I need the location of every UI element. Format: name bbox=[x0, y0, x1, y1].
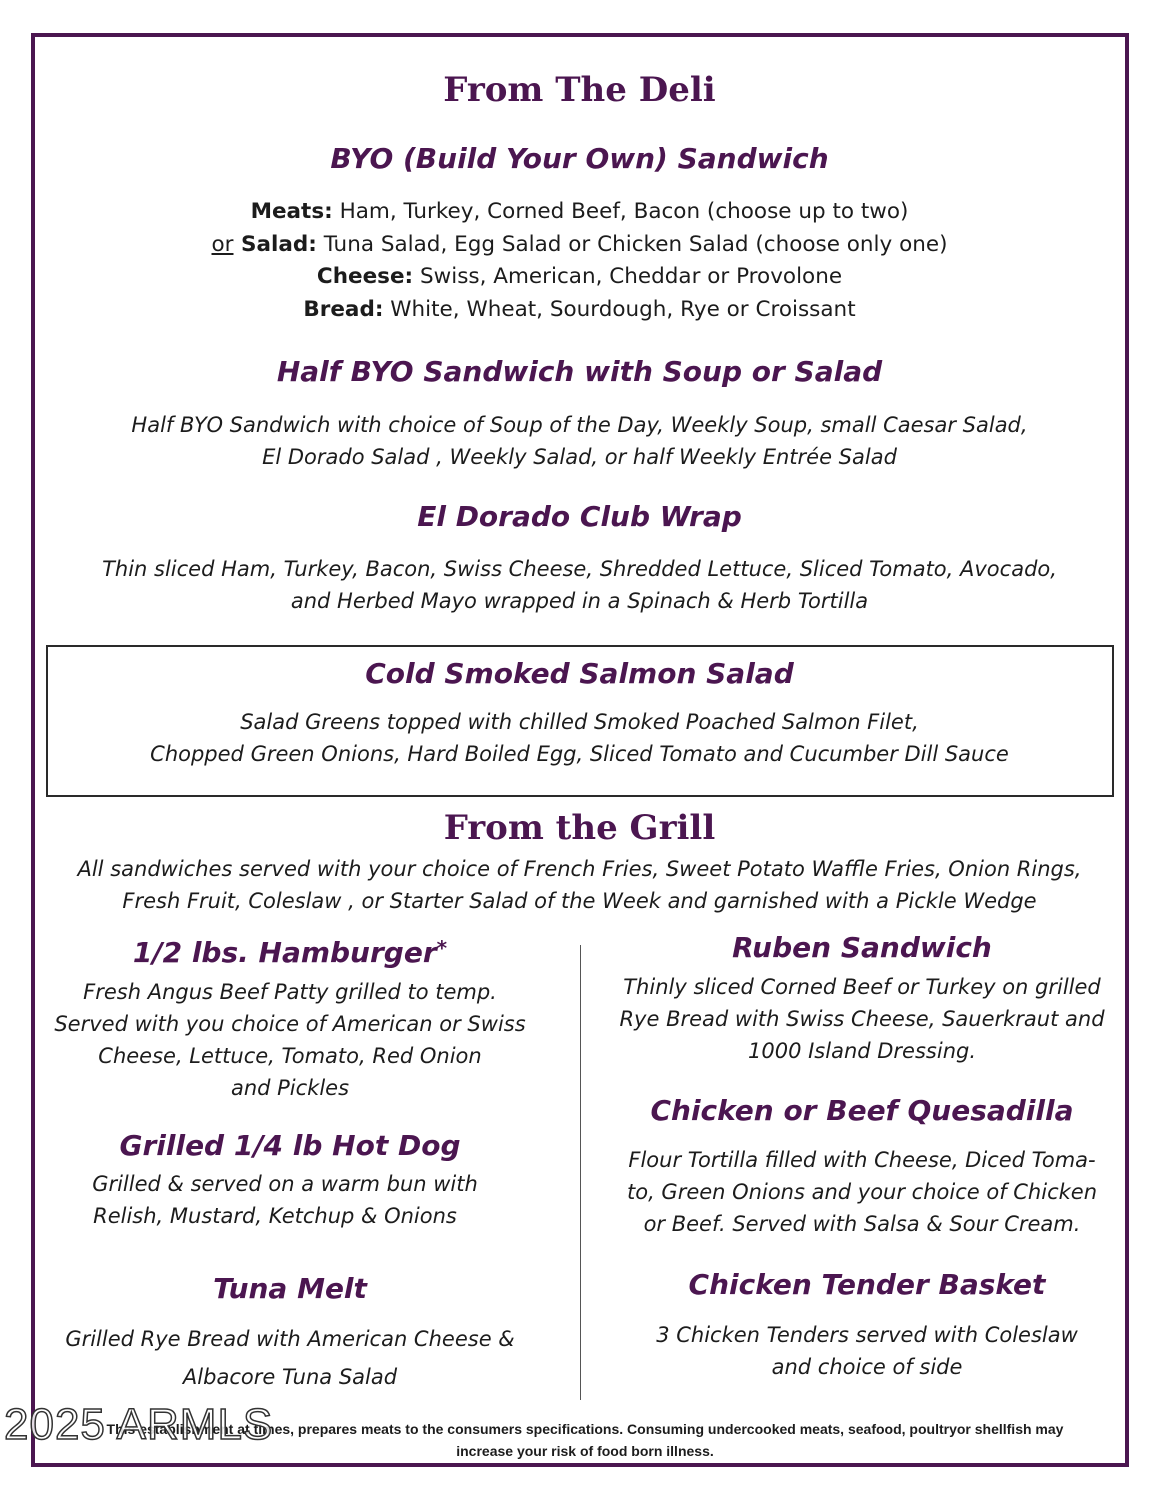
hamburger-line: and Pickles bbox=[230, 1076, 350, 1100]
hot-dog-line: Relish, Mustard, Ketchup & Onions bbox=[93, 1204, 457, 1228]
club-wrap-line: and Herbed Mayo wrapped in a Spinach & Herb Tortilla bbox=[290, 589, 869, 613]
disclaimer-line: increase your risk of food born illness. bbox=[456, 1443, 714, 1459]
tenders-description bbox=[607, 1319, 1127, 1383]
hamburger-title bbox=[40, 936, 540, 969]
bread-label: Bread: bbox=[303, 296, 384, 322]
hamburger-asterisk: * bbox=[436, 936, 448, 960]
hot-dog-line: Grilled & served on a warm bun with bbox=[92, 1172, 478, 1196]
grill-section-title: From the Grill bbox=[443, 808, 716, 848]
deli-section-title: From The Deli bbox=[443, 70, 716, 110]
ruben-line: Rye Bread with Swiss Cheese, Sauerkraut and bbox=[619, 1007, 1105, 1031]
tenders-title: Chicken Tender Basket bbox=[688, 1268, 1046, 1301]
salmon-title: Cold Smoked Salmon Salad bbox=[365, 657, 794, 690]
cheese-text: Swiss, American, Cheddar or Provolone bbox=[413, 264, 843, 289]
meats-text: Ham, Turkey, Corned Beef, Bacon (choose up to two) bbox=[332, 199, 909, 224]
ruben-line: Thinly sliced Corned Beef or Turkey on grilled bbox=[623, 975, 1101, 999]
bread-text: White, Wheat, Sourdough, Rye or Croissant bbox=[383, 296, 856, 322]
byo-meats-line bbox=[0, 196, 1159, 229]
ruben-title: Ruben Sandwich bbox=[732, 931, 992, 964]
club-wrap-line: Thin sliced Ham, Turkey, Bacon, Swiss Cheese, Shredded Lettuce, Sliced Tomato, Avocado, bbox=[102, 557, 1057, 581]
quesadilla-description bbox=[602, 1144, 1122, 1240]
byo-cheese-line bbox=[0, 261, 1159, 294]
salmon-description bbox=[0, 706, 1159, 770]
half-byo-title: Half BYO Sandwich with Soup or Salad bbox=[276, 355, 883, 388]
half-byo-line: Half BYO Sandwich with choice of Soup of the Day, Weekly Soup, small Caesar Salad, bbox=[131, 413, 1028, 437]
byo-title: BYO (Build Your Own) Sandwich bbox=[330, 142, 829, 175]
tuna-melt-line: Albacore Tuna Salad bbox=[182, 1365, 398, 1389]
hamburger-line: Cheese, Lettuce, Tomato, Red Onion bbox=[98, 1044, 482, 1068]
hamburger-title-text: 1/2 lbs. Hamburger bbox=[132, 936, 437, 969]
byo-description bbox=[0, 196, 1159, 326]
column-divider bbox=[580, 945, 581, 1400]
byo-bread-line bbox=[0, 294, 1159, 327]
hot-dog-description bbox=[20, 1168, 550, 1232]
quesadilla-line: to, Green Onions and your choice of Chicken bbox=[626, 1180, 1098, 1204]
grill-intro-line: Fresh Fruit, Coleslaw , or Starter Salad of the Week and garnished with a Pickle Wedge bbox=[122, 889, 1037, 913]
quesadilla-line: or Beef. Served with Salsa & Sour Cream. bbox=[643, 1212, 1081, 1236]
disclaimer-line: This establishment at times, prepares meats to the consumers specifications. Consuming undercooked meats, seafood, poultryor shellfish may bbox=[106, 1421, 1064, 1437]
byo-salad-line bbox=[0, 229, 1159, 262]
or-word: or bbox=[211, 231, 234, 257]
quesadilla-title: Chicken or Beef Quesadilla bbox=[650, 1094, 1074, 1127]
tenders-line: and choice of side bbox=[771, 1355, 963, 1379]
grill-intro bbox=[0, 853, 1159, 917]
tenders-line: 3 Chicken Tenders served with Coleslaw bbox=[656, 1323, 1078, 1347]
cheese-label: Cheese: bbox=[316, 264, 414, 289]
salmon-line: Chopped Green Onions, Hard Boiled Egg, Sliced Tomato and Cucumber Dill Sauce bbox=[150, 742, 1009, 766]
salmon-line: Salad Greens topped with chilled Smoked Poached Salmon Filet, bbox=[240, 710, 919, 734]
quesadilla-line: Flour Tortilla filled with Cheese, Diced Toma- bbox=[628, 1148, 1096, 1172]
tuna-melt-line: Grilled Rye Bread with American Cheese & bbox=[65, 1327, 515, 1351]
hamburger-line: Served with you choice of American or Swiss bbox=[54, 1012, 526, 1036]
tuna-melt-title: Tuna Melt bbox=[213, 1272, 367, 1305]
hamburger-description bbox=[30, 976, 550, 1104]
ruben-line: 1000 Island Dressing. bbox=[747, 1039, 977, 1063]
half-byo-description bbox=[0, 409, 1159, 473]
club-wrap-title: El Dorado Club Wrap bbox=[417, 500, 742, 533]
tuna-melt-description bbox=[30, 1320, 550, 1396]
hamburger-line: Fresh Angus Beef Patty grilled to temp. bbox=[83, 980, 497, 1004]
half-byo-line: El Dorado Salad , Weekly Salad, or half Weekly Entrée Salad bbox=[262, 445, 897, 469]
hot-dog-title: Grilled 1/4 lb Hot Dog bbox=[119, 1129, 461, 1162]
meats-label: Meats: bbox=[250, 199, 333, 224]
grill-intro-line: All sandwiches served with your choice of French Fries, Sweet Potato Waffle Fries, Onion Rings, bbox=[77, 857, 1082, 881]
club-wrap-description bbox=[0, 553, 1159, 617]
salad-label: Salad: bbox=[233, 231, 317, 257]
ruben-description bbox=[602, 971, 1122, 1067]
watermark: 2025 ARMLS bbox=[4, 1400, 274, 1449]
salad-text: Tuna Salad, Egg Salad or Chicken Salad (choose only one) bbox=[316, 231, 948, 257]
